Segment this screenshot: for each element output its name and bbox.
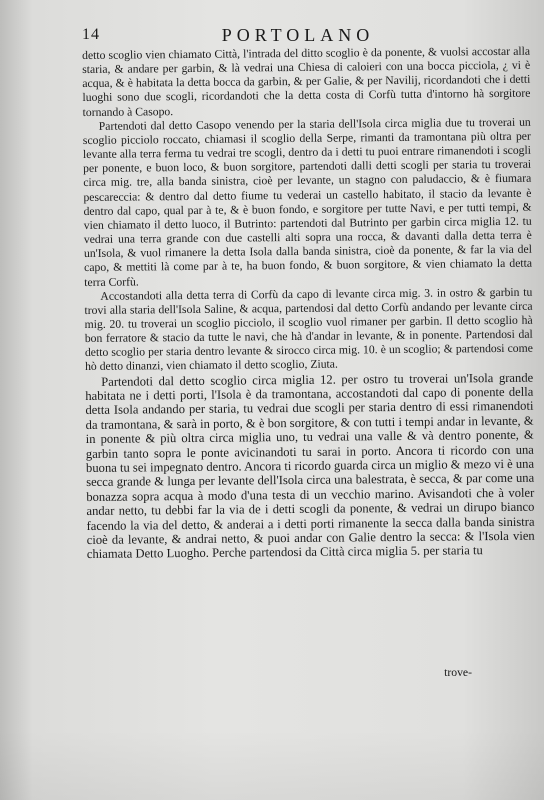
page-shadow xyxy=(0,730,544,800)
paragraph-3: Accostandoti alla detta terra di Corfù da capo di levante circa mig. 3. in ostro & garbin tu trovi alla staria dell'Isola Saline, & acqua, partendosi dal detto Corfù andando per levante circa mig. 20. tu troverai un scoglio picciolo, il scoglio vuol rimaner per garbin. Il detto scoglio hà bon ferratore & stacio da tutte le navi, che hà d'andar in levante, & in ponente. Partendosi dal detto scoglio per staria dentro levante & sirocco circa mig. 10. è un scoglio; & partendosi come hò detto dinanzi, vien chiamato il detto scoglio, Ziuta. xyxy=(84,285,533,374)
page-number: 14 xyxy=(82,26,100,43)
running-title: PORTOLANO xyxy=(221,25,375,45)
page-header xyxy=(82,26,484,48)
paragraph-2: Partendoti dal detto Casopo venendo per la staria dell'Isola circa miglia due tu troverai un scoglio picciolo roccato, chiamasi il scoglio della Serpe, rimanti da tramontana più oltra per levante alla terra ferma tu vedrai tre scogli, dentro da i detti tu puoi entrare rimanendoti i scogli per ponente, e buon loco, & buon sorgitore, partendoti dalli detti scogli per staria tu troverai circa mig. tre, alla banda sinistra, cioè per levante, un stagno con paludaccio, & è fiumara pescareccia: & dentro dal detto fiume tu vederai un castello habitato, il stacio da levante è dentro dal capo, qual par à te, & è buon fondo, e sorgitore per tutte Navi, e per tutti tempi, & vien chiamato il detto luoco, il Butrinto: partendoti dal Butrinto per garbin circa miglia 12. tu vedrai una terra grande con due castelli alti sopra una rocca, & davanti dalla detta terra è un'Isola, & vuol rimanere la detta Isola dalla banda sinistra, cioè da ponente, & far la via del capo, & mettiti là come par à te, ha buon fondo, & buon sorgitore, & vien chiamato la detta terra Corfù. xyxy=(82,115,533,289)
body-text xyxy=(82,45,535,562)
paragraph-4: Partendoti dal detto scoglio circa miglia 12. per ostro tu troverai un'Isola grande habitata ne i detti porti, l'Isola è da tramontana, accostandoti dal capo di ponente della detta Isola andando per staria, tu vedrai due scogli per staria dentro di essi rimanendoti da tramontana, & sarà in porto, & è bon sorgitore, & con tutti i tempi andar in levante, & in ponente & più oltra circa miglia uno, tu vedrai una valle & và dentro ponente, & garbin tanto sopra le ponte avicinandoti tu sarai in porto. Ancora ti ricordo con una buona tu sei impegnato dentro. Ancora ti ricordo guarda circa un miglio & mezo vi è una secca grande & lunga per levante dell'Isola circa una balestrata, è secca, & par come una bonazza sopra acqua à modo d'una testa di un vecchio marino. Avisandoti che à voler andar netto, tu debbi far la via de i detti scogli da ponente, & vedrai un dirupo bianco facendo la via del detto, & anderai a i detti porti rimanente la secca dalla banda sinistra cioè da levante, & andrai netto, & puoi andar con Galie dentro la secca: & l'Isola vien chiamata Detto Luogho. Perche partendosi da Città circa miglia 5. per staria tu xyxy=(85,370,535,562)
catchword: trove- xyxy=(444,666,472,679)
paragraph-1: detto scoglio vien chiamato Città, l'intrada del ditto scoglio è da ponente, & vuolsi accostar alla staria, & andare per garbin, & là vedrai una Chiesa di caloieri con una bocca picciola, ¿ vi è acqua, & è habitata la detta bocca da garbin, & per Galie, & per Navilij, ricordandoti che i detti luoghi sono due scogli, ricordandoti che la detta costa di Corfù tutta d'intorno hà sorgitore tornando à Casopo. xyxy=(82,44,531,119)
